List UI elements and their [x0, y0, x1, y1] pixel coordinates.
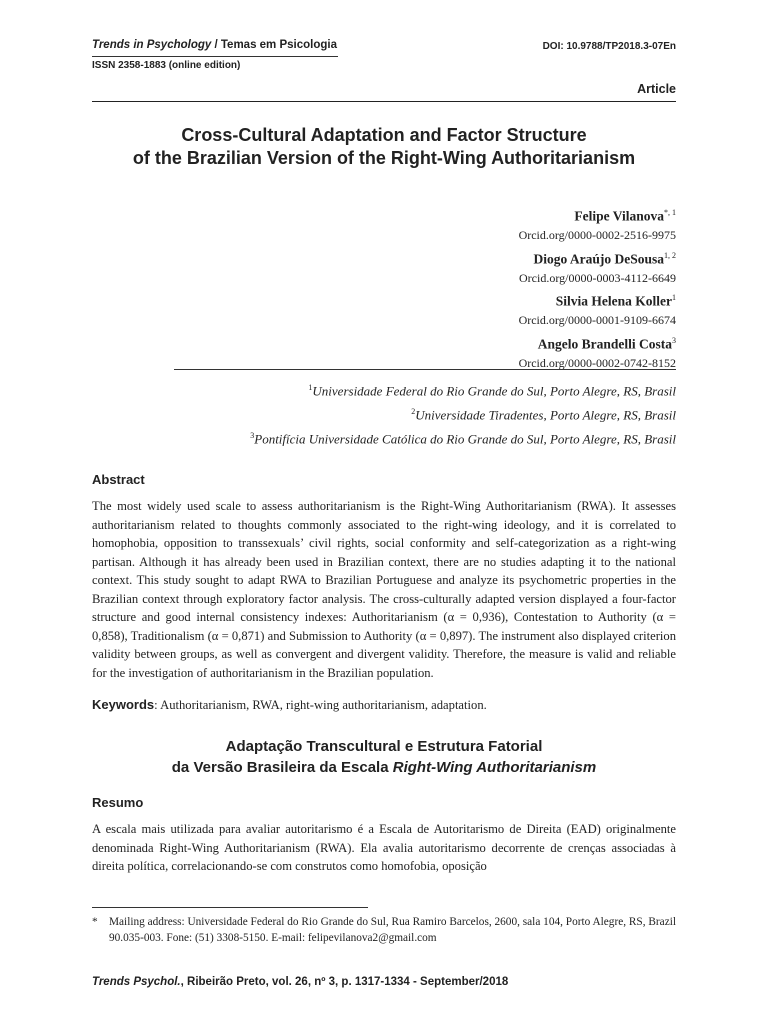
doi: DOI: 10.9788/TP2018.3-07En: [542, 41, 676, 52]
author-orcid[interactable]: Orcid.org/0000-0003-4112-6649: [519, 270, 676, 285]
affiliation: $^3$Pontifícia Universidade Católica do Rio Grande do Sul, Porto Alegre, RS, Brasil: [250, 430, 676, 446]
author-name: Felipe Vilanova$^{*, 1}$: [574, 208, 676, 224]
abstract-text: The most widely used scale to assess authoritarianism is the Right-Wing Authoritarianism (RWA). It assesses authoritarianism related to thoughts commonly associated to the right-wing ideology, and it is correlated to homophobia, opposition to transsexuals’ civil rights, social conformity and self-categorization as a right-wing partisan. Although it has already been used in Brazilian context, there are no studies adapting it to the national context. This study sought to adapt RWA to Brazilian Portuguese and analyze its psychometric properties in the Brazilian context through exploratory factor analysis. The cross-culturally adapted version displayed a four-factor structure and good internal consistency indexes: Authoritarianism (α = 0,936), Contestation to Authority (α = 0,858), Traditionalism (α = 0,871) and Submission to Authority (α = 0,897). The instrument also displayed criterion validity between groups, as well as convergent and divergent validity. Therefore, the measure is valid and reliable for the investigation of authoritarianism in the Brazilian population.: [92, 499, 676, 680]
paper-title: [92, 124, 676, 170]
issn: ISSN 2358-1883 (online edition): [92, 60, 241, 71]
author-name: Silvia Helena Koller$^1$: [555, 293, 676, 309]
footnote-text: Mailing address: Universidade Federal do Rio Grande do Sul, Rua Ramiro Barcelos, 2600, sala 104, Porto Alegre, RS, Brazil 90.035-003. Fone: (51) 3308-5150. E-mail: felipevilanova2@gmail.com: [109, 916, 676, 944]
author-name: Diogo Araújo DeSousa$^{1, 2}$: [533, 250, 676, 267]
title-line-2: of the Brazilian Version of the Right-Wing Authoritarianism: [132, 148, 636, 168]
keywords-label: Keywords: [92, 697, 155, 712]
author-list: [519, 203, 676, 374]
footnote-marker: *: [92, 916, 98, 928]
keywords-list: : Authoritarianism, RWA, right-wing authoritarianism, adaptation.: [154, 698, 487, 712]
keywords: [92, 697, 676, 713]
footnote-divider: [92, 907, 368, 908]
affiliation: $^2$Universidade Tiradentes, Porto Alegre, RS, Brasil: [411, 406, 676, 423]
resumo-text: A escala mais utilizada para avaliar autoritarismo é a Escala de Autoritarismo de Direita (EAD) originalmente denominada Right-Wing Authoritarianism (RWA). Ela avalia autoritarismo decorrente de crenças associadas à direita política, correlacionando-se com construtos como homofobia, oposição: [92, 822, 676, 873]
journal-alt-name: / Temas em Psicologia: [211, 39, 337, 51]
pt-title-line-2: da Versão Brasileira da Escala Right-Wing Authoritarianism: [171, 759, 597, 776]
author-name: Angelo Brandelli Costa$^3$: [537, 336, 676, 352]
resumo-heading: Resumo: [92, 795, 144, 810]
page-footer: [92, 976, 508, 988]
author-orcid[interactable]: Orcid.org/0000-0002-2516-9975: [518, 228, 676, 243]
portuguese-title: [92, 736, 676, 778]
author-orcid[interactable]: Orcid.org/0000-0002-0742-8152: [518, 356, 676, 371]
journal-title: [92, 39, 337, 51]
affiliation-divider: [174, 369, 676, 370]
affiliation-list: [250, 378, 676, 449]
author-orcid[interactable]: Orcid.org/0000-0001-9109-6674: [518, 313, 676, 328]
journal-name: Trends in Psychology: [92, 39, 212, 51]
footer-citation: , Ribeirão Preto, vol. 26, nº 3, p. 1317-1334 - September/2018: [180, 976, 509, 988]
footnote: [92, 914, 676, 946]
article-type: Article: [637, 82, 676, 96]
abstract-heading: Abstract: [92, 472, 145, 487]
affiliation: $^1$Universidade Federal do Rio Grande do Sul, Porto Alegre, RS, Brasil: [308, 383, 676, 399]
footer-journal-abbrev: Trends Psychol.: [92, 976, 181, 988]
header-divider: [92, 101, 676, 102]
title-line-1: Cross-Cultural Adaptation and Factor Structure: [181, 125, 587, 145]
journal-underline: [92, 56, 338, 57]
pt-title-line-1: Adaptação Transcultural e Estrutura Fatorial: [225, 738, 543, 755]
